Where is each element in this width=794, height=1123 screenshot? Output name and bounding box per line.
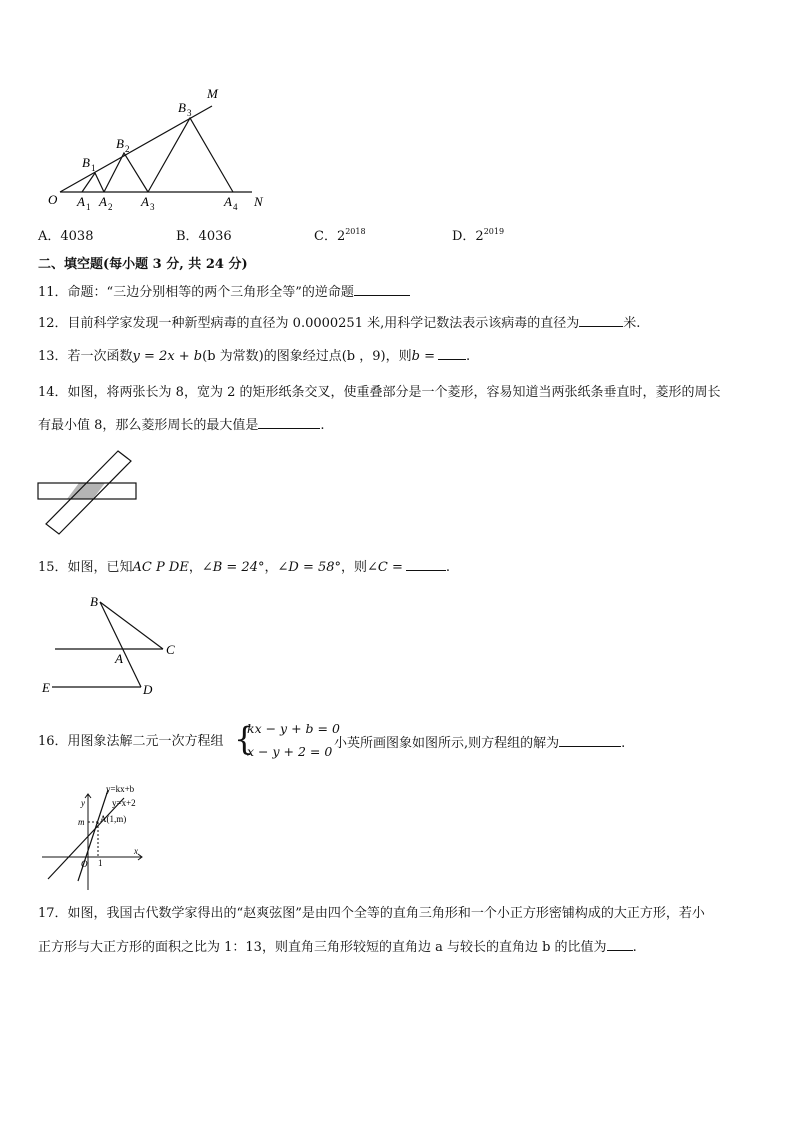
label-A4-sub: 4 <box>233 202 238 212</box>
q16-end: . <box>621 736 626 751</box>
label-A1-sub: 1 <box>86 202 91 212</box>
q17-line2: 正方形与大正方形的面积之比为 1：13，则直角三角形较短的直角边 a 与较长的直角边 b 的比值为 <box>38 940 607 955</box>
option-c-exponent: 2018 <box>345 227 366 236</box>
q15-angle-d: ∠D = 58° <box>277 560 342 575</box>
label-A3: A <box>141 194 149 209</box>
q15-sep-1: ， <box>188 560 202 575</box>
parallel-lines-figure <box>38 590 198 700</box>
q13-text-b: (b 为常数)的图象经过点(b ，9)，则 <box>202 349 412 364</box>
section-title: 二、填空题(每小题 3 分, 共 24 分) <box>38 257 248 272</box>
label-A4: A <box>224 194 232 209</box>
label-one: 1 <box>98 858 103 868</box>
label-B2: B <box>116 136 124 151</box>
q15-parallel-condition: AC P DE <box>132 560 189 575</box>
option-d <box>452 228 504 247</box>
label-line-kx-b: y=kx+b <box>106 784 135 794</box>
q17-line1: 17．如图，我国古代数学家得出的“赵爽弦图”是由四个全等的直角三角形和一个小正方形密铺构成的大正方形，若小 <box>38 906 705 921</box>
q16-equation-2: x − y + 2 = 0 <box>247 744 333 759</box>
q16-text-b: 小英所画图象如图所示,则方程组的解为 <box>334 736 560 751</box>
label-A: A <box>115 651 123 666</box>
label-m: m <box>78 817 85 827</box>
option-c-base: C．2 <box>314 229 346 244</box>
label-M: M <box>207 86 218 101</box>
q12-tail: 米. <box>623 316 641 331</box>
label-B: B <box>90 594 98 609</box>
q12-text: 12．目前科学家发现一种新型病毒的直径为 0.0000251 米,用科学记数法表示该病毒的直径为 <box>38 316 580 331</box>
q16-answer-blank[interactable] <box>559 733 621 747</box>
option-d-exponent: 2019 <box>483 227 505 236</box>
option-b: B．4036 <box>176 229 232 244</box>
label-A1: A <box>77 194 85 209</box>
q11-answer-blank[interactable] <box>354 282 410 296</box>
q15-sep-2: ， <box>264 560 278 575</box>
label-B3-sub: 3 <box>187 108 192 118</box>
question-17-line2 <box>38 937 637 957</box>
linear-graph-figure <box>38 782 158 892</box>
q14-line1: 14．如图，将两张长为 8，宽为 2 的矩形纸条交叉，使重叠部分是一个菱形，容易知道当两张纸条垂直时，菱形的周长 <box>38 385 721 400</box>
question-13 <box>38 346 470 366</box>
question-15 <box>38 557 450 577</box>
q14-answer-blank[interactable] <box>258 415 320 429</box>
triangle-chain-figure <box>40 82 280 217</box>
q13-text-a: 13．若一次函数 <box>38 349 133 364</box>
system-brace: { <box>234 720 255 758</box>
label-A2: A <box>99 194 107 209</box>
q15-end: . <box>445 560 451 575</box>
option-d-base: D．2 <box>452 229 484 244</box>
q14-end: . <box>320 418 325 433</box>
q15-text-a: 15．如图，已知 <box>38 560 133 575</box>
label-D: D <box>143 682 153 697</box>
label-x-axis: x <box>134 846 138 856</box>
question-12 <box>38 313 640 333</box>
label-y-axis: y <box>81 798 85 808</box>
q17-answer-blank[interactable] <box>607 937 633 951</box>
label-C: C <box>166 642 175 657</box>
q12-answer-blank[interactable] <box>579 313 623 327</box>
option-a: A．4038 <box>38 229 94 244</box>
q13-end: . <box>465 349 471 364</box>
q11-text: 11．命题：“三边分别相等的两个三角形全等”的逆命题 <box>38 285 354 300</box>
label-A2-sub: 2 <box>108 202 113 212</box>
label-B1: B <box>82 155 90 170</box>
label-A3-sub: 3 <box>150 202 155 212</box>
q16-text-a: 16．用图象法解二元一次方程组 <box>38 734 224 749</box>
q15-angle-b: ∠B = 24° <box>201 560 265 575</box>
q13-b-equals: b = <box>411 349 435 364</box>
label-N: N <box>254 194 263 209</box>
label-origin: O <box>81 859 88 869</box>
q15-angle-c: ∠C = <box>367 560 403 575</box>
crossed-strips-figure <box>34 448 144 538</box>
q13-answer-blank[interactable] <box>438 346 466 360</box>
label-line-x-2: y=x+2 <box>112 798 136 808</box>
q15-sep-3: ，则 <box>341 560 368 575</box>
label-B3: B <box>178 100 186 115</box>
label-B1-sub: 1 <box>91 163 96 173</box>
q16-equation-1: kx − y + b = 0 <box>247 721 340 736</box>
label-B2-sub: 2 <box>125 144 130 154</box>
q17-end: . <box>632 940 637 955</box>
label-point-a: A(1,m) <box>100 814 127 824</box>
label-O: O <box>48 192 58 207</box>
q13-function: y = 2x + b <box>132 349 203 364</box>
q14-line2: 有最小值 8，那么菱形周长的最大值是 <box>38 418 259 433</box>
question-11 <box>38 282 410 302</box>
question-14-line2 <box>38 415 325 435</box>
label-E: E <box>42 680 50 695</box>
question-16-tail <box>334 733 625 753</box>
option-c <box>314 228 366 247</box>
q15-answer-blank[interactable] <box>406 557 446 571</box>
